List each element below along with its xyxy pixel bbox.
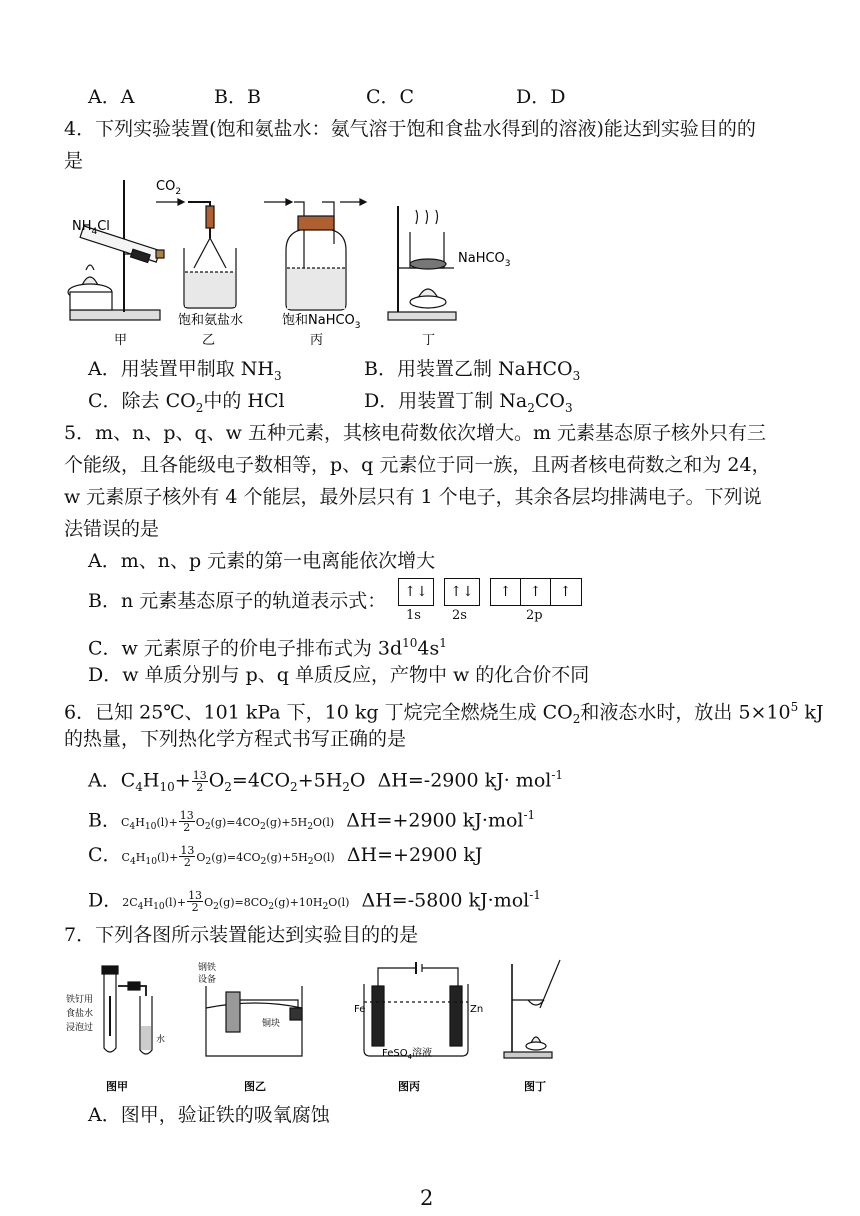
orbital-arrows-1s: ↑↓ bbox=[404, 584, 428, 600]
q4-option-a: A．用装置甲制取 $NH_3$ bbox=[88, 358, 282, 383]
figure-jia bbox=[102, 966, 152, 1054]
label-jia: 甲 bbox=[114, 333, 128, 348]
label-steel2: 设备 bbox=[198, 975, 217, 985]
q5-stem-line1: 5．m、n、p、q、w 五种元素，其核电荷数依次增大。m 元素基态原子核外只有三 bbox=[64, 422, 767, 444]
label-tieding2: 食盐水 bbox=[66, 1009, 94, 1019]
q5-option-a: A．m、n、p 元素的第一电离能依次增大 bbox=[88, 550, 436, 572]
label-tubing: 图丙 bbox=[398, 1080, 420, 1093]
orbital-box-2p bbox=[490, 578, 582, 606]
label-tuyi: 图乙 bbox=[244, 1080, 266, 1093]
label-water: 水 bbox=[156, 1035, 166, 1045]
label-co2: $CO_2$ bbox=[156, 179, 182, 197]
q6-option-b: B．$C_4H_{10}(l)+$ $\frac{13}{2}$ $O_2(g)=4CO_2(g)+5H_2O(l)$ ΔH=+2900 kJ·mol$^{-1}$ bbox=[88, 808, 536, 834]
label-sat-nahco3: 饱和NaHCO$_3$ bbox=[282, 313, 361, 331]
label-ding: 丁 bbox=[422, 333, 436, 348]
label-fe: Fe bbox=[354, 1004, 366, 1015]
orbital-diagram bbox=[398, 578, 588, 628]
q4-option-b: B．用装置乙制 NaHCO$_3$ bbox=[364, 358, 581, 383]
q3-option-b: B．B bbox=[214, 86, 261, 108]
label-nh4cl: $NH_4Cl$ bbox=[72, 219, 110, 237]
figure-yi bbox=[206, 986, 302, 1056]
apparatus-yi bbox=[156, 199, 236, 308]
label-tujia: 图甲 bbox=[106, 1080, 128, 1093]
q3-option-c: C．C bbox=[366, 86, 415, 108]
label-bing: 丙 bbox=[310, 333, 324, 348]
apparatus-jia bbox=[68, 180, 164, 320]
q7-stem: 7．下列各图所示装置能达到实验目的的是 bbox=[64, 924, 419, 946]
q4-option-c: C．除去 $CO_2$中的 HCl bbox=[88, 390, 285, 415]
q6-option-a: A．$C_4H_{10}+$ $\frac{13}{2}$ $O_2=4CO_2+5H_2O$ ΔH=-2900 kJ· mol$^{-1}$ bbox=[88, 768, 564, 795]
q4-apparatus-figure bbox=[60, 172, 540, 348]
label-tieding3: 浸泡过 bbox=[66, 1023, 94, 1033]
q4-option-d: D．用装置丁制 $Na_2CO_3$ bbox=[364, 390, 573, 415]
figure-ding bbox=[504, 960, 560, 1058]
label-yi: 乙 bbox=[202, 333, 216, 348]
q5-option-d: D．w 单质分别与 p、q 单质反应，产物中 w 的化合价不同 bbox=[88, 664, 590, 686]
q5-stem-line3: w 元素原子核外有 4 个能层，最外层只有 1 个电子，其余各层均排满电子。下列说 bbox=[64, 486, 762, 508]
orbital-arrow-2p-1: ↑ bbox=[491, 579, 521, 605]
q3-option-a: A．A bbox=[88, 86, 135, 108]
q5-option-c: C．w 元素原子的价电子排布式为 $3d^{10}4s^1$ bbox=[88, 636, 447, 660]
label-feso4: FeSO$_4$溶液 bbox=[382, 1048, 433, 1061]
fraction-13-2: $\frac{13}{2}$ bbox=[180, 843, 195, 869]
label-steel1: 钢铁 bbox=[198, 963, 217, 973]
orbital-arrows-2s: ↑↓ bbox=[450, 584, 474, 600]
label-tuding: 图丁 bbox=[524, 1080, 546, 1093]
orbital-label-2s: 2s bbox=[452, 608, 467, 623]
orbital-label-1s: 1s bbox=[406, 608, 421, 623]
label-zn: Zn bbox=[470, 1004, 484, 1015]
orbital-label-2p: 2p bbox=[526, 608, 543, 623]
q4-stem-line2: 是 bbox=[64, 150, 84, 172]
orbital-arrow-2p-2: ↑ bbox=[521, 579, 551, 605]
q7-apparatus-figure bbox=[66, 956, 586, 1096]
q6-stem-line1: 6．已知 25℃、101 kPa 下，10 kg 丁烷完全燃烧生成 $CO_2$和液态水时，放出 $5\times 10^5$ kJ bbox=[64, 700, 824, 727]
figure-bing bbox=[364, 962, 468, 1056]
page-number: 2 bbox=[420, 1186, 434, 1210]
q3-option-d: D．D bbox=[516, 86, 566, 108]
fraction-13-2: $\frac{13}{2}$ bbox=[179, 808, 194, 834]
label-nahco3: NaHCO$_3$ bbox=[458, 251, 511, 269]
q7-option-a: A．图甲，验证铁的吸氧腐蚀 bbox=[88, 1104, 330, 1126]
orbital-box-1s bbox=[398, 578, 434, 606]
label-tieding1: 铁钉用 bbox=[66, 995, 94, 1005]
orbital-box-2s bbox=[444, 578, 480, 606]
apparatus-bing bbox=[264, 199, 366, 310]
q5-stem-line4: 法错误的是 bbox=[64, 518, 160, 540]
apparatus-ding bbox=[388, 206, 456, 320]
q6-option-d: D．$2C_4H_{10}(l)+$ $\frac{13}{2}$ $O_2(g)=8CO_2(g)+10H_2O(l)$ ΔH=-5800 kJ·mol$^{-1}$ bbox=[88, 888, 541, 914]
q5-option-b: B．n 元素基态原子的轨道表示式： bbox=[88, 590, 387, 612]
fraction-13-2: $\frac{13}{2}$ bbox=[192, 768, 207, 794]
orbital-arrow-2p-3: ↑ bbox=[559, 584, 572, 600]
q4-stem-line1: 4．下列实验装置(饱和氨盐水：氨气溶于饱和食盐水得到的溶液)能达到实验目的的 bbox=[64, 118, 756, 140]
fraction-13-2: $\frac{13}{2}$ bbox=[188, 888, 203, 914]
q6-option-c: C．$C_4H_{10}(l)+$ $\frac{13}{2}$ $O_2(g)=4CO_2(g)+5H_2O(l)$ ΔH=+2900 kJ bbox=[88, 843, 483, 869]
q6-stem-line2: 的热量，下列热化学方程式书写正确的是 bbox=[64, 728, 407, 750]
label-sat-nh3-brine: 饱和氨盐水 bbox=[178, 313, 244, 328]
q5-stem-line2: 个能级，且各能级电子数相等，p、q 元素位于同一族，且两者核电荷数之和为 24， bbox=[64, 454, 771, 476]
label-copper: 铜块 bbox=[262, 1019, 281, 1029]
